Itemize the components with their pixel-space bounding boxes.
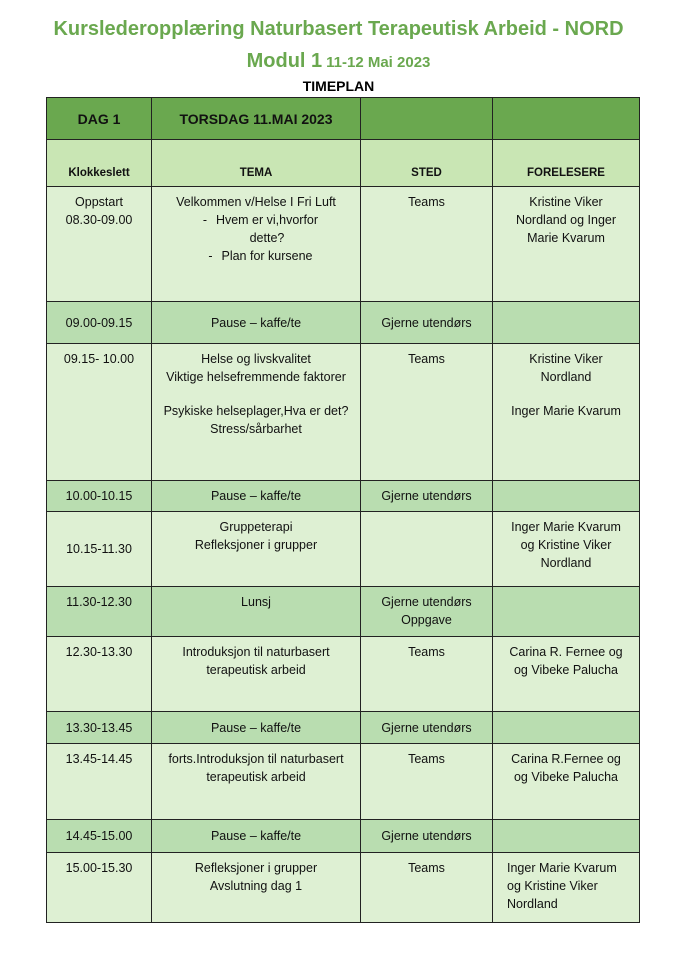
column-header-lecturers: FORELESERE bbox=[493, 140, 640, 187]
table-row bbox=[47, 587, 640, 637]
table-row bbox=[47, 820, 640, 853]
time-cell: 15.00-15.30 bbox=[47, 853, 152, 923]
place-cell: Teams bbox=[361, 744, 493, 820]
lecturer-cell bbox=[493, 302, 640, 344]
dash-bullet-icon: - bbox=[208, 249, 213, 263]
lecturer-cell bbox=[493, 712, 640, 744]
time-cell: 13.30-13.45 bbox=[47, 712, 152, 744]
place-cell: Gjerne utendørs bbox=[361, 820, 493, 853]
topic-cell: forts.Introduksjon til naturbasert terapeutisk arbeid bbox=[152, 744, 361, 820]
place-cell: Gjerne utendørs Oppgave bbox=[361, 587, 493, 637]
place-cell: Gjerne utendørs bbox=[361, 302, 493, 344]
module-line bbox=[0, 50, 677, 73]
topic-cell: Velkommen v/Helse I Fri Luft - Hvem er vi,hvorfor dette? - Plan for kursene bbox=[152, 187, 361, 302]
table-row bbox=[47, 344, 640, 481]
day-header-empty bbox=[493, 98, 640, 140]
table-row bbox=[47, 481, 640, 512]
place-cell: Teams bbox=[361, 637, 493, 712]
time-cell: 14.45-15.00 bbox=[47, 820, 152, 853]
place-cell: Teams bbox=[361, 853, 493, 923]
day-header-row bbox=[47, 98, 640, 140]
module-label: Modul 1 bbox=[246, 50, 323, 72]
day-date: TORSDAG 11.MAI 2023 bbox=[152, 98, 361, 140]
document-title: Kurslederopplæring Naturbasert Terapeutisk Arbeid - NORD bbox=[53, 18, 624, 40]
lecturer-cell: Carina R. Fernee og og Vibeke Palucha bbox=[493, 637, 640, 712]
lecturer-cell: Inger Marie Kvarum og Kristine Viker Nordland bbox=[493, 512, 640, 587]
time-cell: 10.00-10.15 bbox=[47, 481, 152, 512]
column-header-row bbox=[47, 140, 640, 187]
time-cell: 13.45-14.45 bbox=[47, 744, 152, 820]
place-cell: Gjerne utendørs bbox=[361, 712, 493, 744]
topic-cell: Lunsj bbox=[152, 587, 361, 637]
lecturer-cell: Inger Marie Kvarum og Kristine Viker Nordland bbox=[493, 853, 640, 923]
place-cell: Teams bbox=[361, 187, 493, 302]
lecturer-cell bbox=[493, 481, 640, 512]
dash-bullet-icon: - bbox=[202, 213, 208, 227]
table-row bbox=[47, 187, 640, 302]
topic-bullet-item: - Plan for kursene bbox=[156, 247, 356, 265]
table-row bbox=[47, 853, 640, 923]
column-header-place: STED bbox=[361, 140, 493, 187]
day-header-empty bbox=[361, 98, 493, 140]
time-cell: 12.30-13.30 bbox=[47, 637, 152, 712]
time-cell: 11.30-12.30 bbox=[47, 587, 152, 637]
topic-cell: Pause – kaffe/te bbox=[152, 302, 361, 344]
place-cell: Teams bbox=[361, 344, 493, 481]
time-cell: 10.15-11.30 bbox=[47, 512, 152, 587]
timeplan-heading: TIMEPLAN bbox=[302, 78, 375, 94]
topic-cell: Pause – kaffe/te bbox=[152, 820, 361, 853]
time-cell: Oppstart 08.30-09.00 bbox=[47, 187, 152, 302]
table-row bbox=[47, 302, 640, 344]
place-cell bbox=[361, 512, 493, 587]
lecturer-cell: Kristine Viker Nordland Inger Marie Kvarum bbox=[493, 344, 640, 481]
day-label: DAG 1 bbox=[47, 98, 152, 140]
topic-cell: Pause – kaffe/te bbox=[152, 712, 361, 744]
lecturer-cell bbox=[493, 820, 640, 853]
topic-cell: Helse og livskvalitet Viktige helsefremmende faktorer Psykiske helseplager,Hva er det? Stress/sårbarhet bbox=[152, 344, 361, 481]
topic-bullet-item: - Hvem er vi,hvorfor bbox=[156, 211, 356, 229]
time-cell: 09.15- 10.00 bbox=[47, 344, 152, 481]
topic-cell: Refleksjoner i grupper Avslutning dag 1 bbox=[152, 853, 361, 923]
table-row bbox=[47, 637, 640, 712]
time-cell: 09.00-09.15 bbox=[47, 302, 152, 344]
module-dates: 11-12 Mai 2023 bbox=[326, 54, 431, 71]
lecturer-cell: Carina R.Fernee og og Vibeke Palucha bbox=[493, 744, 640, 820]
table-row bbox=[47, 744, 640, 820]
place-cell: Gjerne utendørs bbox=[361, 481, 493, 512]
table-row bbox=[47, 712, 640, 744]
column-header-time: Klokkeslett bbox=[47, 140, 152, 187]
column-header-topic: TEMA bbox=[152, 140, 361, 187]
lecturer-cell: Kristine Viker Nordland og Inger Marie Kvarum bbox=[493, 187, 640, 302]
topic-cell: Introduksjon til naturbasert terapeutisk arbeid bbox=[152, 637, 361, 712]
table-row bbox=[47, 512, 640, 587]
topic-cell: Pause – kaffe/te bbox=[152, 481, 361, 512]
schedule-table bbox=[46, 97, 640, 923]
lecturer-cell bbox=[493, 587, 640, 637]
topic-cell: Gruppeterapi Refleksjoner i grupper bbox=[152, 512, 361, 587]
